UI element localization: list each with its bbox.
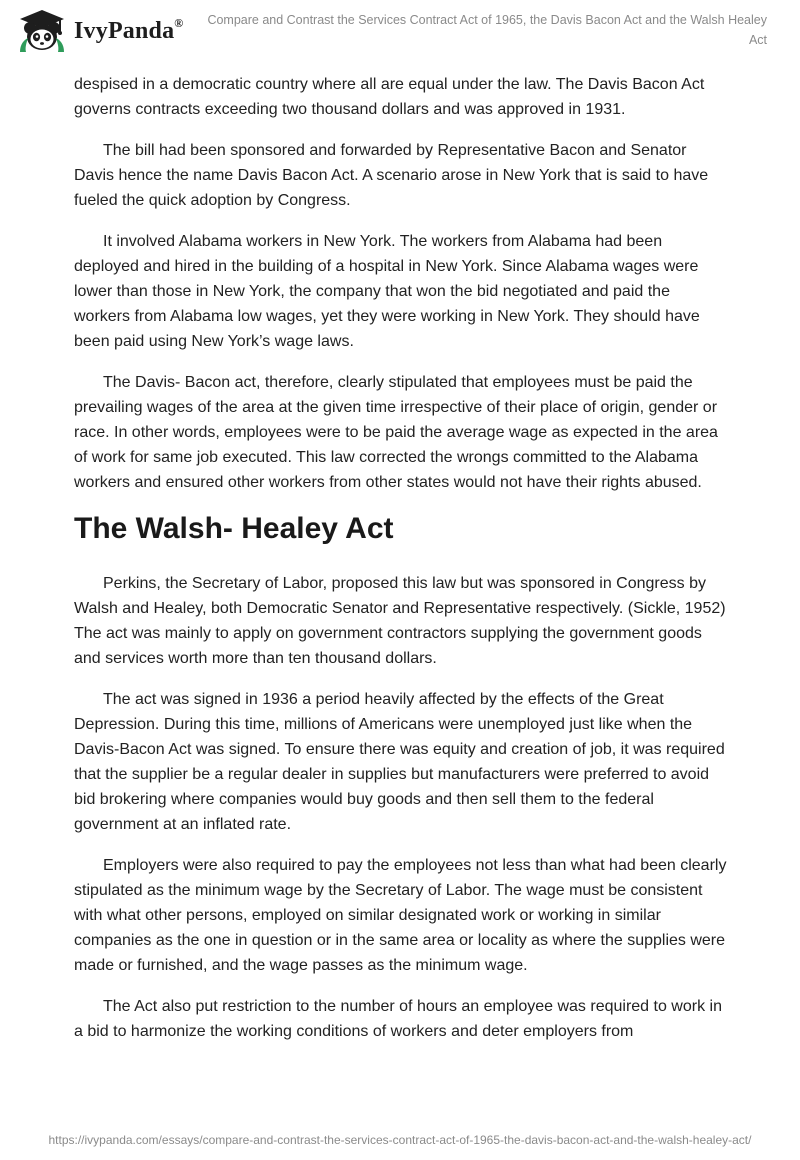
paragraph-continued: despised in a democratic country where all are equal under the law. The Davis Bacon Act governs contracts exceeding two thousand dollars and was approved in 1931. <box>74 76 705 118</box>
document-title-line-1: Compare and Contrast the Services Contract Act of 1965, the Davis Bacon Act and the Walsh Healey <box>207 13 767 27</box>
ivypanda-logo[interactable] <box>14 8 183 54</box>
source-url[interactable]: https://ivypanda.com/essays/compare-and-contrast-the-services-contract-act-of-1965-the-davis-bacon-act-and-the-walsh-healey-act/ <box>48 1133 752 1147</box>
paragraph: Employers were also required to pay the employees not less than what had been clearly stipulated as the minimum wage by the Secretary of Labor. The wage must be consistent with what other persons, employed on similar designated work or working in similar companies as the one in question or in the same area or locality as where the supplies were made or furnished, and the wage passes as the minimum wage. <box>74 857 727 974</box>
page-header <box>0 0 800 70</box>
paragraph: Perkins, the Secretary of Labor, proposed this law but was sponsored in Congress by Walsh and Healey, both Democratic Senator and Representative respectively. (Sickle, 1952) The act was mainly to apply on government contractors supplying the government goods and services worth more than ten thousand dollars. <box>74 575 726 667</box>
essay-content <box>74 72 728 1060</box>
document-title-line-2: Act <box>748 33 767 47</box>
panda-graduate-icon <box>14 8 70 54</box>
section-heading: The Walsh- Healey Act <box>74 512 394 545</box>
paragraph: The act was signed in 1936 a period heavily affected by the effects of the Great Depression. During this time, millions of Americans were unemployed just like when the Davis-Bacon Act was signed. To ensure there was equity and creation of job, it was required that the supplier be a regular dealer in supplies but manufacturers were preferred to avoid bid brokering where companies would buy goods and then sell them to the federal government at an inflated rate. <box>74 691 725 833</box>
paragraph: The bill had been sponsored and forwarded by Representative Bacon and Senator Davis hence the name Davis Bacon Act. A scenario arose in New York that is said to have fueled the quick adoption by Congress. <box>74 142 709 209</box>
document-title <box>202 10 767 50</box>
paragraph: It involved Alabama workers in New York. The workers from Alabama had been deployed and hired in the building of a hospital in New York. Since Alabama wages were lower than those in New York, the company that won the bid negotiated and paid the workers from Alabama low wages, yet they were working in New York. They should have been paid using New York’s wage laws. <box>74 233 700 350</box>
paragraph: The Act also put restriction to the number of hours an employee was required to work in a bid to harmonize the working conditions of workers and deter employers from <box>74 998 722 1040</box>
paragraph: The Davis- Bacon act, therefore, clearly stipulated that employees must be paid the prevailing wages of the area at the given time irrespective of their place of origin, gender or race. In other words, employees were to be paid the average wage as expected in the area of work for same job executed. This law corrected the wrongs committed to the Alabama workers and ensured other workers from other states would not have their rights abused. <box>74 374 718 491</box>
brand-name: IvyPanda® <box>74 15 184 44</box>
